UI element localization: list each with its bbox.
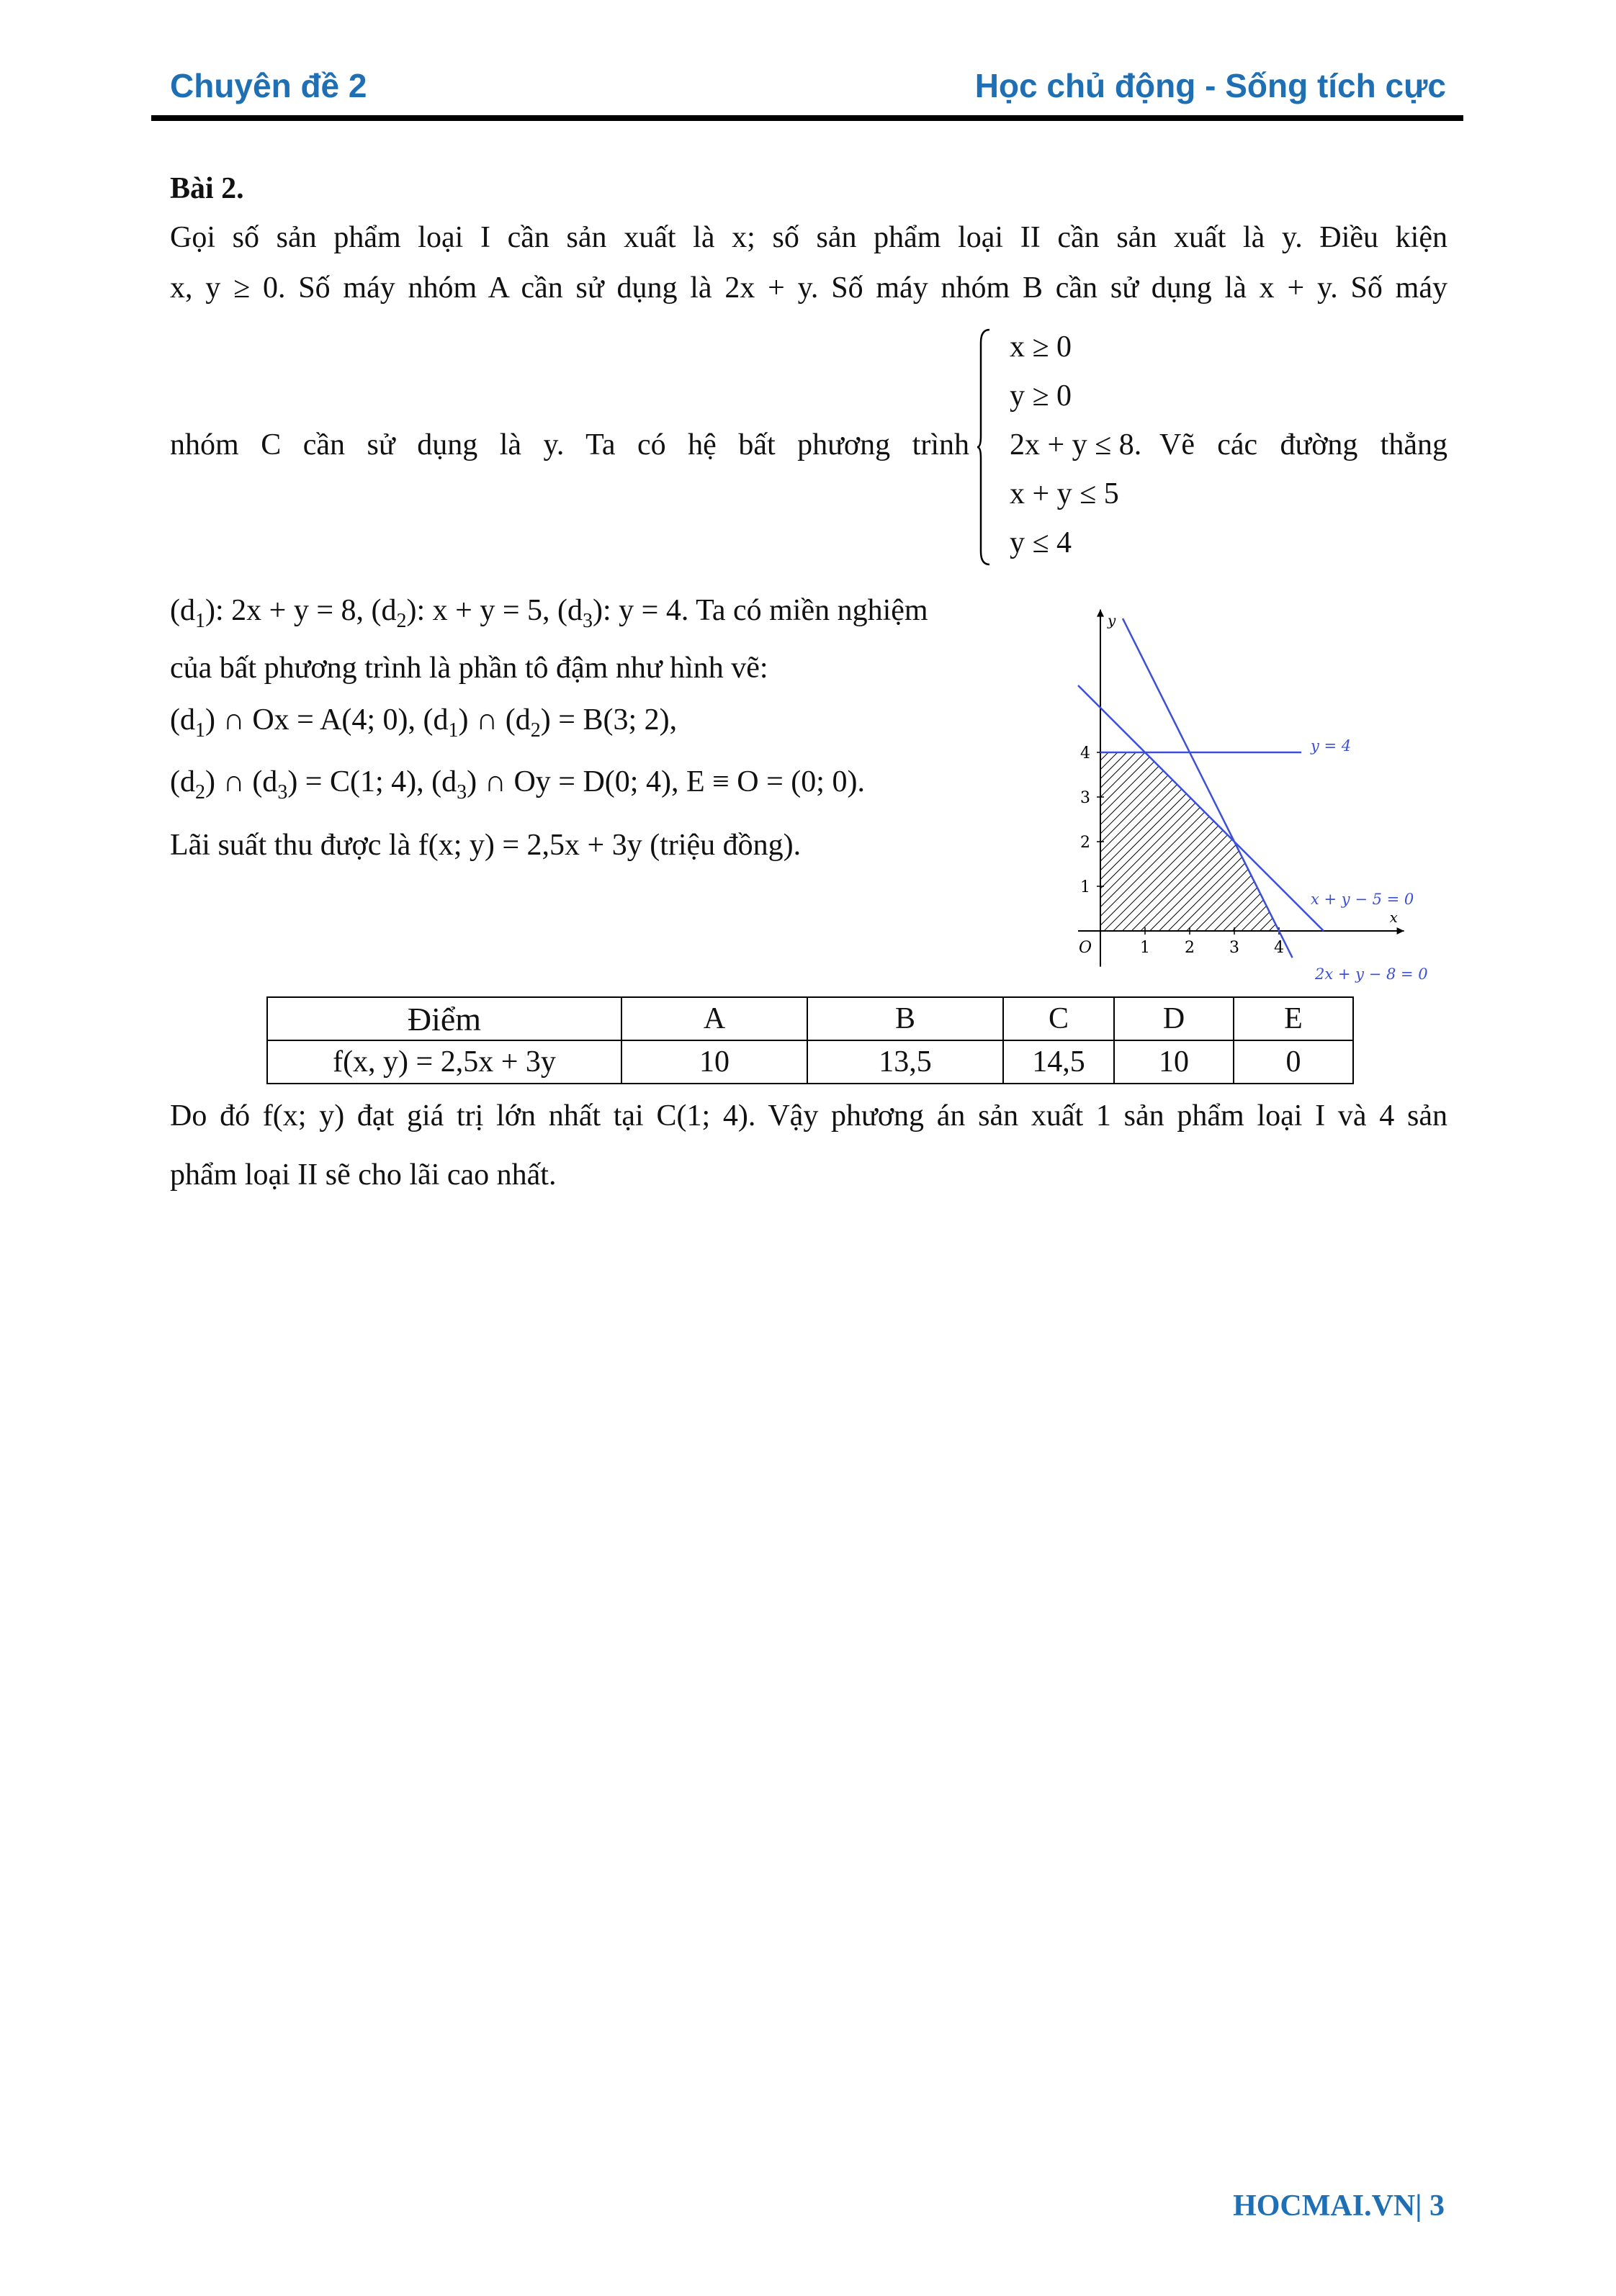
system-brace (977, 328, 991, 566)
y-tick-label: 1 (1080, 878, 1090, 896)
exercise-title: Bài 2. (170, 172, 244, 205)
series-label: y = 4 (1311, 737, 1352, 755)
y-tick-label: 2 (1080, 834, 1090, 852)
x-tick-label: 3 (1229, 939, 1239, 957)
x-axis-label: x (1389, 909, 1398, 926)
system-row: x + y ≤ 5 (1010, 477, 1119, 510)
table-header-row (267, 997, 1353, 1040)
y-tick-label: 3 (1080, 789, 1090, 807)
conclusion-line-1: Do đó f(x; y) đạt giá trị lớn nhất tại C(1; 4). Vậy phương án sản xuất 1 sản phẩm loại I và 4 sản (170, 1099, 1447, 1133)
y-axis-arrow (1097, 610, 1104, 617)
x-tick-label: 2 (1185, 939, 1195, 957)
x-axis-arrow (1397, 927, 1404, 935)
footer-page: HOCMAI.VN| 3 (1233, 2189, 1445, 2223)
intersections-line-2: $(d_2)$ ∩ $(d_3) = C(1$; 4), $(d_3)$ ∩ Oy = D(0; 4), E ≡ O = (0; 0). (170, 765, 865, 803)
table-cell: 10 (621, 1040, 807, 1084)
origin-label: O (1079, 939, 1092, 957)
table-cell: 10 (1114, 1040, 1234, 1084)
system-row: y ≤ 4 (1010, 526, 1072, 559)
table-cell: 14,5 (1003, 1040, 1114, 1084)
system-row: 2x + y ≤ 8. (1010, 428, 1142, 462)
table-row (267, 1040, 1353, 1084)
x-tick-label: 1 (1140, 939, 1150, 957)
feasible-region (1100, 752, 1279, 931)
paragraph-line-2: x, y ≥ 0. Số máy nhóm A cần sử dụng là 2x + y. Số máy nhóm B cần sử dụng là x + y. Số máy (170, 271, 1447, 305)
header-topic: Chuyên đề 2 (170, 67, 367, 104)
table-header-cell: B (807, 997, 1003, 1040)
table-header-cell: Điểm (267, 997, 621, 1040)
paragraph-line-3-right: Vẽ các đường thẳng (1159, 428, 1447, 462)
table-header-cell: C (1003, 997, 1114, 1040)
lines-definition: $(d_1)$: 2x + y = 8, $(d_2)$: x + y = 5, $(d_3)$: y = 4. Ta có miền nghiệm (170, 594, 928, 632)
y-tick-label: 4 (1080, 744, 1090, 762)
series-label: x + y − 5 = 0 (1311, 891, 1414, 908)
header-slogan: Học chủ động - Sống tích cực (974, 67, 1446, 104)
intersections-line-1: $(d_1)$ ∩ Ox = A(4; 0), $(d_1)$ ∩ $(d_2) = B(3$; 2), (170, 703, 678, 742)
conclusion-line-2: phẩm loại II sẽ cho lãi cao nhất. (170, 1158, 557, 1192)
table-cell: 0 (1234, 1040, 1353, 1084)
table-cell: f(x, y) = 2,5x + 3y (267, 1040, 621, 1084)
table-cell: 13,5 (807, 1040, 1003, 1084)
header-rule (151, 115, 1463, 121)
region-text: của bất phương trình là phần tô đậm như hình vẽ: (170, 652, 768, 685)
system-row: x ≥ 0 (1010, 330, 1072, 364)
table-header-cell: E (1234, 997, 1353, 1040)
feasible-region-chart (1037, 603, 1483, 992)
series-label: 2x + y − 8 = 0 (1315, 965, 1428, 983)
table-header-cell: A (621, 997, 807, 1040)
paragraph-line-3-left: nhóm C cần sử dụng là y. Ta có hệ bất phương trình (170, 428, 969, 462)
value-table (266, 996, 1354, 1084)
profit-function: Lãi suất thu được là f(x; y) = 2,5x + 3y (triệu đồng). (170, 829, 802, 862)
system-row: y ≥ 0 (1010, 379, 1072, 413)
y-axis-label: y (1108, 611, 1116, 629)
paragraph-line-1: Gọi số sản phẩm loại I cần sản xuất là x; số sản phẩm loại II cần sản xuất là y. Điều kiện (170, 221, 1447, 254)
x-tick-label: 4 (1274, 939, 1284, 957)
table-header-cell: D (1114, 997, 1234, 1040)
